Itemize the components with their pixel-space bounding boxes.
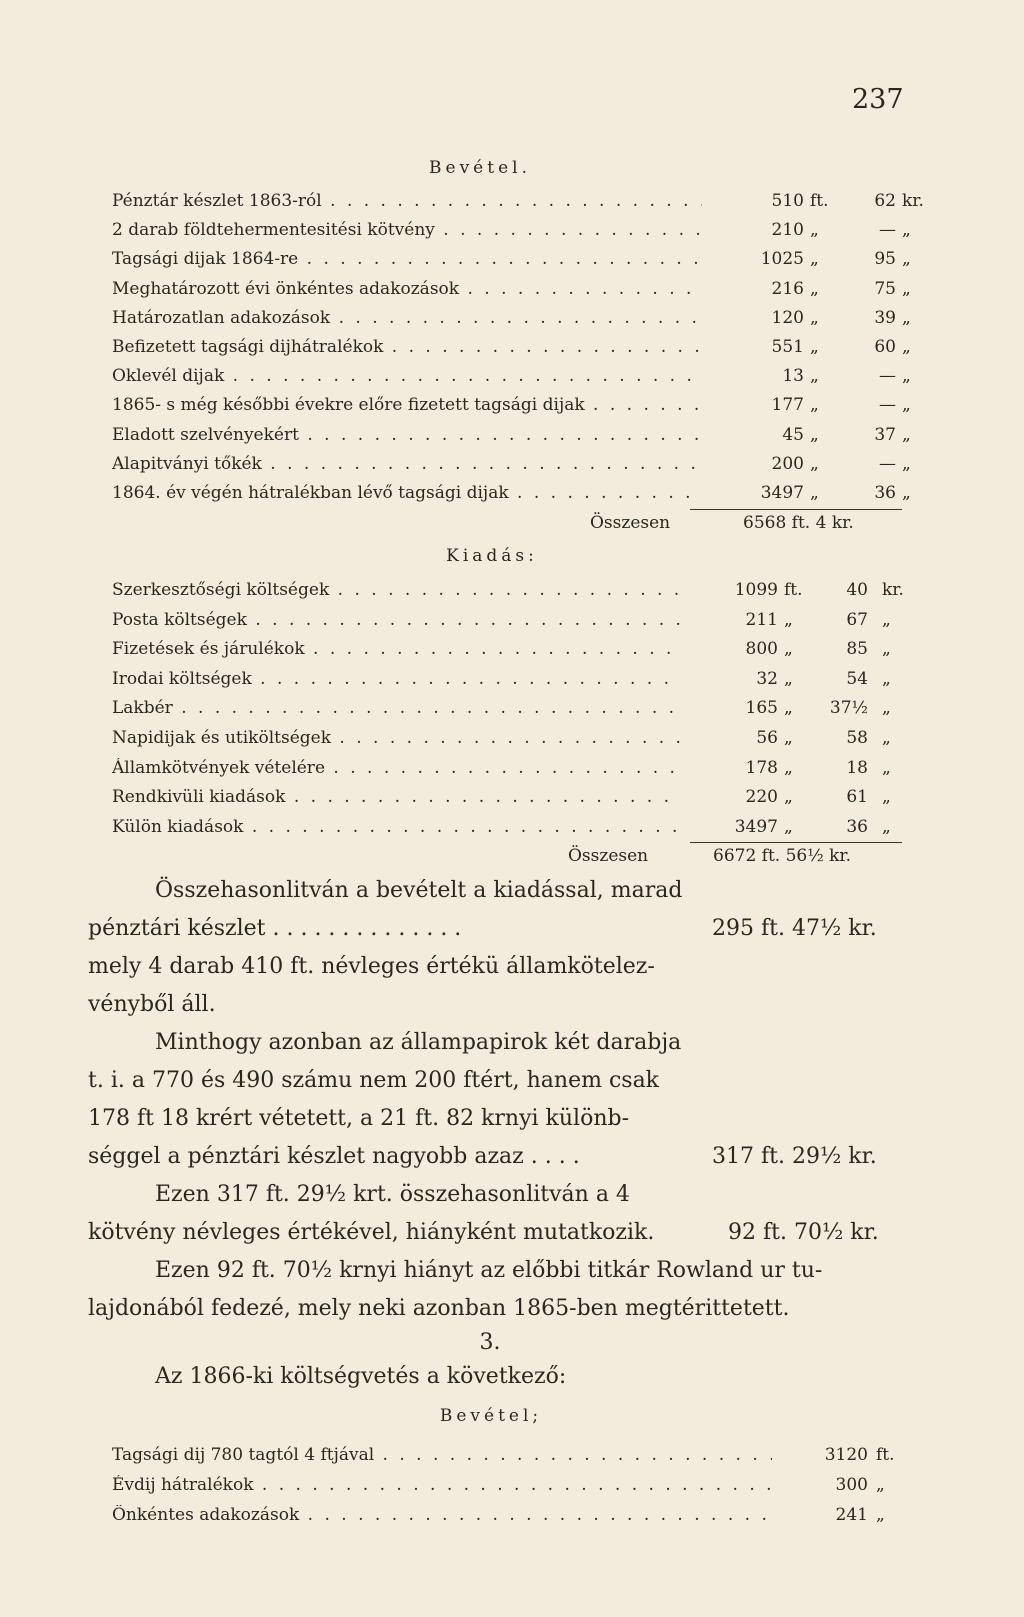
- expense-label: Államkötvények vételére . . .: [112, 758, 682, 778]
- income-label: 1864. év végén hátralékban lévő tagsági dijak . . .: [112, 483, 702, 503]
- income-amount: 13: [782, 366, 804, 387]
- income-subamount: 95: [874, 249, 896, 270]
- expense-unit: „: [784, 728, 793, 748]
- income-subunit: „: [902, 483, 911, 503]
- income-heading: Bevétel.: [429, 158, 531, 178]
- income-subamount: —: [879, 453, 896, 474]
- income-subunit: kr.: [902, 191, 924, 211]
- budget-row: [112, 1505, 885, 1533]
- expense-row: [112, 698, 902, 726]
- expense-subunit: kr.: [882, 580, 904, 600]
- paragraph-1-line-3: mely 4 darab 410 ft. névleges értékü államkötelez-: [88, 954, 655, 979]
- expense-subunit: „: [882, 728, 891, 748]
- budget-unit: ft.: [876, 1445, 895, 1465]
- budget-unit: „: [876, 1505, 885, 1525]
- expense-unit: „: [784, 668, 793, 689]
- expense-subunit: „: [882, 609, 891, 630]
- expense-subunit: „: [882, 639, 891, 660]
- income-amount: 551: [771, 337, 804, 357]
- income-unit: „: [810, 249, 819, 270]
- budget-amount: 3120: [824, 1445, 868, 1465]
- income-amount: 120: [771, 307, 804, 328]
- paragraph-3-line-2: kötvény névleges értékével, hiányként mutatkozik.: [88, 1220, 655, 1245]
- income-amount: 3497: [760, 483, 804, 503]
- income-label: Meghatározott évi önkéntes adakozások . . .: [112, 279, 702, 299]
- income-row: [112, 453, 911, 482]
- expense-subunit: „: [882, 698, 891, 719]
- income-row: [112, 307, 911, 336]
- income-unit: „: [810, 483, 819, 503]
- income-subamount: —: [879, 366, 896, 387]
- income-amount: 200: [771, 453, 804, 474]
- income-unit: „: [810, 307, 819, 328]
- expense-subamount: 85: [846, 639, 868, 660]
- budget-heading: Bevétel;: [439, 1406, 543, 1426]
- budget-amount: 300: [835, 1475, 868, 1495]
- paragraph-2-line-2: t. i. a 770 és 490 számu nem 200 ftért, hanem csak: [88, 1068, 660, 1093]
- section-title: Az 1866-ki költségvetés a következő:: [155, 1364, 567, 1389]
- expense-subamount: 61: [846, 787, 868, 808]
- income-subunit: „: [902, 249, 911, 270]
- income-subamount: 60: [874, 337, 896, 357]
- income-unit: „: [810, 337, 819, 357]
- expense-label: Posta költségek . . .: [112, 610, 682, 630]
- expense-amount: 800: [745, 639, 778, 660]
- expense-amount: 165: [745, 698, 778, 719]
- income-subamount: 37: [874, 424, 896, 445]
- income-label: Befizetett tagsági dijhátralékok . . .: [112, 337, 702, 357]
- expense-amount: 1099: [734, 580, 778, 600]
- section-number: 3.: [479, 1330, 501, 1355]
- expense-amount: 3497: [734, 816, 778, 837]
- expense-row: [112, 639, 902, 667]
- income-subunit: „: [902, 337, 911, 357]
- paragraph-2-line-1: Minthogy azonban az állampapirok két darabja: [155, 1030, 682, 1055]
- paragraph-1-line-1: Összehasonlitván a bevételt a kiadással, marad: [155, 878, 683, 903]
- expense-unit: „: [784, 787, 793, 808]
- expense-row: [112, 728, 902, 756]
- budget-label: Önkéntes adakozások . . .: [112, 1505, 772, 1525]
- expense-row: [112, 817, 902, 845]
- income-subunit: „: [902, 424, 911, 445]
- income-unit: „: [810, 453, 819, 474]
- income-amount: 45: [782, 424, 804, 445]
- income-row: [112, 220, 911, 248]
- expense-row: [112, 787, 902, 815]
- income-label: 2 darab földtehermentesitési kötvény . . .: [112, 220, 702, 240]
- expense-amount: 56: [756, 728, 778, 748]
- budget-unit: „: [876, 1475, 885, 1495]
- paragraph-4-line-1: Ezen 92 ft. 70½ krnyi hiányt az előbbi titkár Rowland ur tu-: [155, 1258, 823, 1283]
- expense-row: [112, 758, 902, 786]
- page-number: 237: [852, 84, 904, 115]
- expense-label: Rendkivüli kiadások . . .: [112, 787, 682, 807]
- income-subunit: „: [902, 307, 911, 328]
- expense-row: [112, 669, 902, 697]
- income-row: [112, 191, 924, 219]
- income-unit: „: [810, 220, 819, 241]
- income-unit: „: [810, 366, 819, 387]
- income-subamount: 36: [874, 483, 896, 503]
- income-total-rule: [690, 509, 902, 510]
- income-row: [112, 483, 911, 511]
- expense-label: Szerkesztőségi költségek . . .: [112, 580, 682, 600]
- income-total-value: 6568 ft. 4 kr.: [743, 513, 854, 533]
- income-amount: 1025: [760, 249, 804, 270]
- income-subamount: 75: [874, 278, 896, 299]
- income-subamount: —: [879, 220, 896, 241]
- expense-subamount: 67: [846, 609, 868, 630]
- expense-label: Irodai költségek . . .: [112, 669, 682, 689]
- income-label: Eladott szelvényekért . . .: [112, 425, 702, 445]
- expense-unit: „: [784, 757, 793, 778]
- income-label: Pénztár készlet 1863-ról . . .: [112, 191, 702, 211]
- expense-subamount: 58: [846, 728, 868, 748]
- expense-amount: 32: [756, 668, 778, 689]
- paragraph-1-line-2: pénztári készlet . . . . . . . . . . . . . .: [88, 916, 462, 941]
- income-amount: 210: [771, 220, 804, 241]
- income-total-label: Összesen: [590, 513, 671, 533]
- expenses-total-value: 6672 ft. 56½ kr.: [713, 846, 852, 866]
- expense-row: [112, 580, 902, 608]
- expense-subamount: 18: [846, 757, 868, 778]
- expense-row: [112, 610, 902, 638]
- expenses-heading: Kiadás:: [446, 546, 538, 566]
- income-subunit: „: [902, 278, 911, 299]
- budget-row: [112, 1475, 885, 1503]
- expense-subunit: „: [882, 816, 891, 837]
- paragraph-3-line-1: Ezen 317 ft. 29½ krt. összehasonlitván a 4: [155, 1182, 630, 1207]
- income-label: Oklevél dijak . . .: [112, 366, 702, 386]
- income-amount: 177: [771, 395, 804, 416]
- expense-label: Lakbér . . .: [112, 698, 682, 718]
- expense-amount: 178: [745, 757, 778, 778]
- budget-row: [112, 1445, 895, 1473]
- income-unit: „: [810, 278, 819, 299]
- paragraph-2-line-3: 178 ft 18 krért vétetett, a 21 ft. 82 krnyi különb-: [88, 1106, 629, 1131]
- expense-unit: ft.: [784, 580, 803, 600]
- expense-unit: „: [784, 816, 793, 837]
- expense-amount: 211: [745, 609, 778, 630]
- expense-amount: 220: [745, 787, 778, 808]
- expense-subunit: „: [882, 787, 891, 808]
- paragraph-4-line-2: lajdonából fedezé, mely neki azonban 1865-ben megtérittetett.: [88, 1296, 790, 1321]
- expense-subunit: „: [882, 757, 891, 778]
- income-subamount: 39: [874, 307, 896, 328]
- expense-unit: „: [784, 609, 793, 630]
- expense-label: Napidijak és utiköltségek . . .: [112, 728, 682, 748]
- budget-amount: 241: [835, 1505, 868, 1525]
- expense-subunit: „: [882, 668, 891, 689]
- paragraph-1-value: 295 ft. 47½ kr.: [712, 916, 877, 941]
- expenses-total-label: Összesen: [568, 846, 649, 866]
- expense-subamount: 37½: [829, 698, 868, 719]
- expense-subamount: 40: [846, 580, 868, 600]
- income-subunit: „: [902, 395, 911, 416]
- income-row: [112, 249, 911, 277]
- income-row: [112, 278, 911, 307]
- income-label: Alapitványi tőkék . . .: [112, 454, 702, 474]
- paragraph-1-line-4: vényből áll.: [88, 992, 216, 1017]
- paragraph-2-line-4: séggel a pénztári készlet nagyobb azaz . . . .: [88, 1144, 580, 1169]
- expense-label: Fizetések és járulékok . . .: [112, 639, 682, 659]
- income-amount: 216: [771, 278, 804, 299]
- expense-unit: „: [784, 639, 793, 660]
- income-unit: ft.: [810, 191, 829, 211]
- income-row: [112, 366, 911, 394]
- income-row: [112, 395, 911, 423]
- income-subunit: „: [902, 220, 911, 241]
- income-label: 1865- s még későbbi évekre előre fizetett tagsági dijak . . .: [112, 395, 702, 415]
- income-unit: „: [810, 395, 819, 416]
- income-subamount: —: [879, 395, 896, 416]
- income-subunit: „: [902, 366, 911, 387]
- expenses-total-rule: [690, 842, 902, 843]
- expense-label: Külön kiadások . . .: [112, 817, 682, 837]
- income-subamount: 62: [874, 191, 896, 211]
- budget-label: Tagsági dij 780 tagtól 4 ftjával . . .: [112, 1445, 772, 1465]
- income-subunit: „: [902, 453, 911, 474]
- income-row: [112, 337, 911, 365]
- expense-subamount: 54: [846, 668, 868, 689]
- expense-unit: „: [784, 698, 793, 719]
- income-unit: „: [810, 424, 819, 445]
- income-label: Tagsági dijak 1864-re . . .: [112, 249, 702, 269]
- income-label: Határozatlan adakozások . . .: [112, 308, 702, 328]
- paragraph-3-value: 92 ft. 70½ kr.: [728, 1220, 879, 1245]
- income-amount: 510: [771, 191, 804, 211]
- budget-label: Évdij hátralékok . . .: [112, 1475, 772, 1495]
- income-row: [112, 424, 911, 453]
- paragraph-2-value: 317 ft. 29½ kr.: [712, 1144, 877, 1169]
- expense-subamount: 36: [846, 816, 868, 837]
